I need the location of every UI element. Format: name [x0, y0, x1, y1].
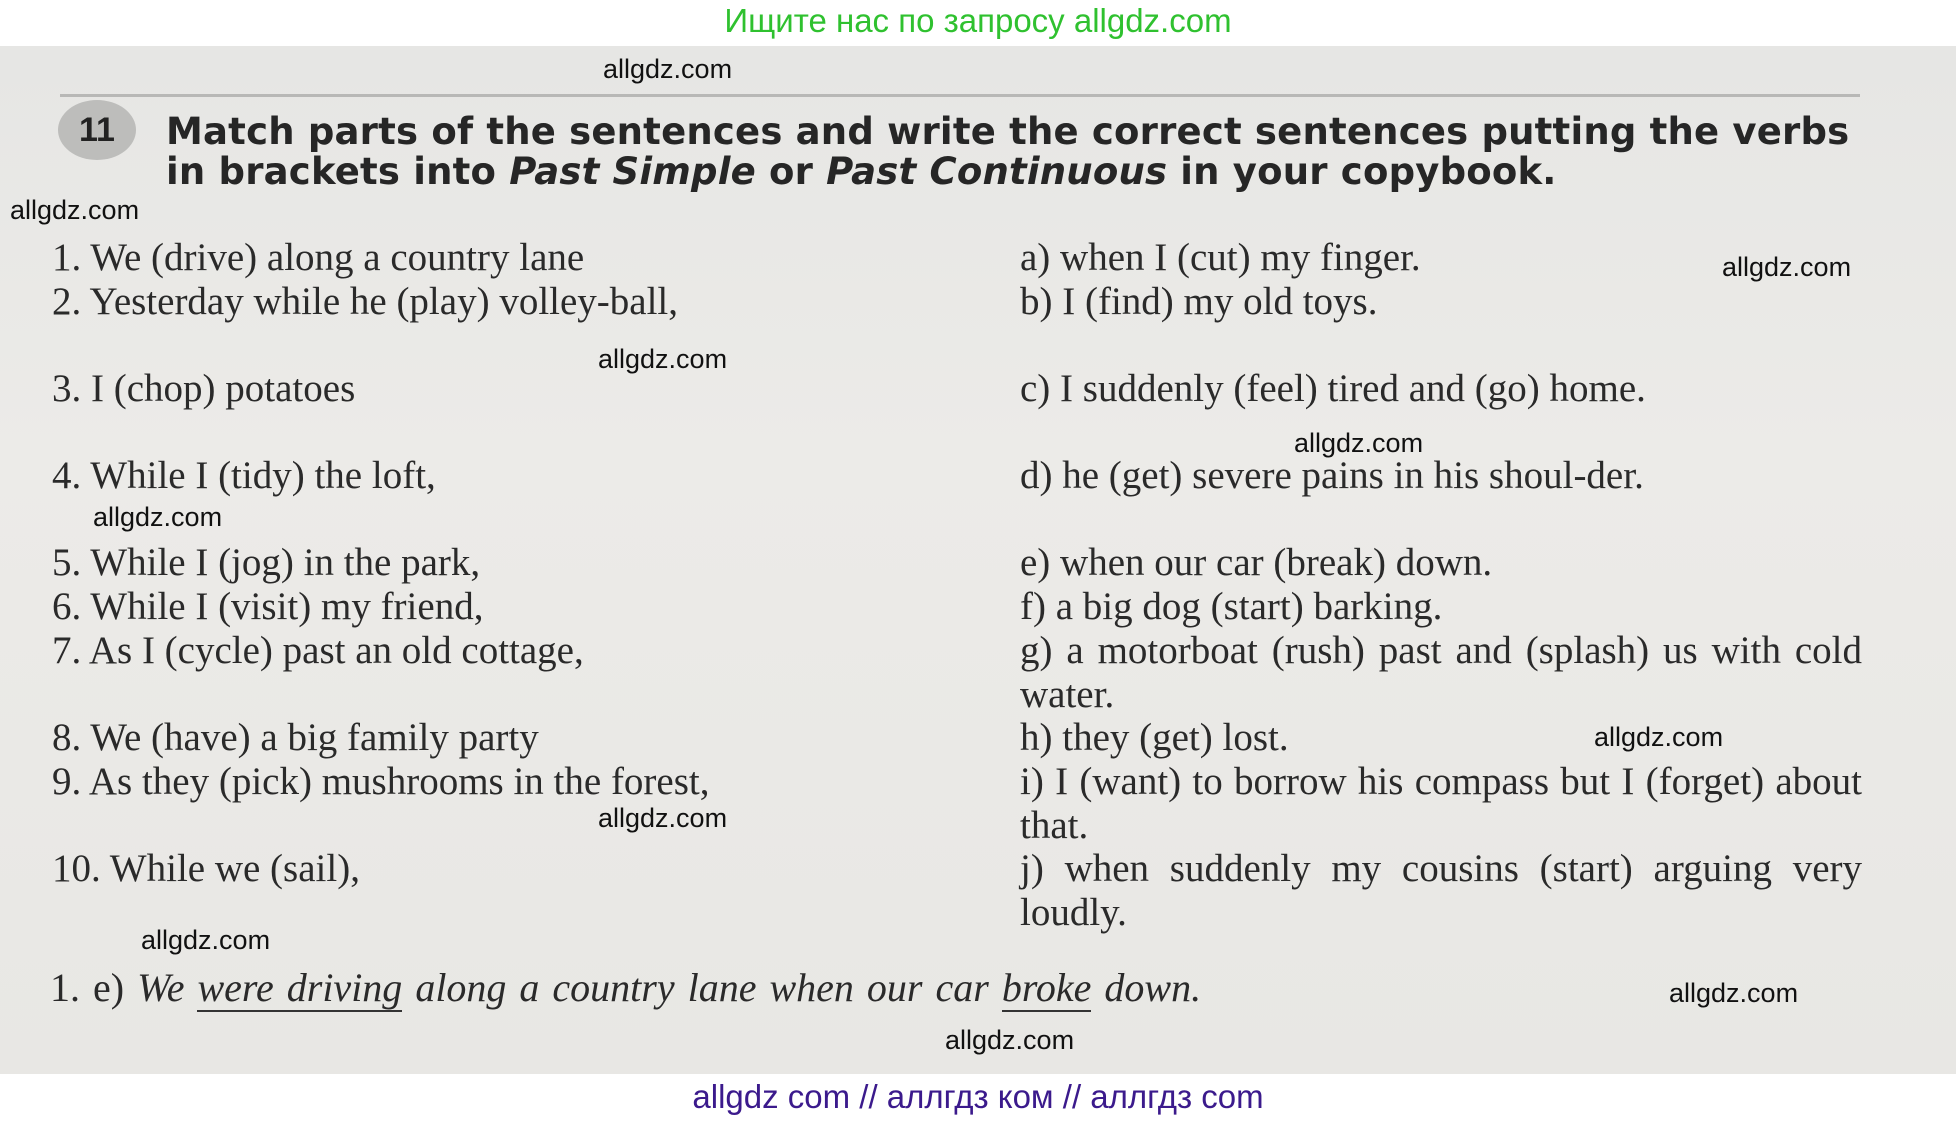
example-answer — [50, 966, 1650, 1010]
right-item-b: b) I (find) my old toys. — [1020, 280, 1378, 323]
right-item-d: d) he (get) severe pains in his shoul-der. — [1020, 454, 1644, 497]
left-item-9: 9. As they (pick) mushrooms in the forest, — [52, 760, 710, 803]
left-item-5: 5. While I (jog) in the park, — [52, 541, 481, 584]
right-item-c: c) I suddenly (feel) tired and (go) home. — [1020, 367, 1646, 410]
watermark: allgdz.com — [603, 54, 733, 84]
right-item-a: a) when I (cut) my finger. — [1020, 236, 1421, 279]
right-item-j: j) when suddenly my cousins (start) arguing very loudly. — [1020, 847, 1862, 934]
left-item-10: 10. While we (sail), — [52, 847, 360, 890]
left-item-3: 3. I (chop) potatoes — [52, 367, 356, 410]
watermark: allgdz.com — [141, 925, 271, 955]
example-text-2: along a country lane when our car — [402, 965, 1002, 1010]
watermark: allgdz.com — [1294, 428, 1424, 458]
right-item-e: e) when our car (break) down. — [1020, 541, 1493, 584]
example-text-3: down. — [1091, 965, 1202, 1010]
watermark: allgdz.com — [945, 1025, 1075, 1055]
left-item-2: 2. Yesterday while he (play) volley-ball, — [52, 280, 679, 323]
watermark: allgdz.com — [598, 344, 728, 374]
right-item-i: i) I (want) to borrow his compass but I (forget) about that. — [1020, 760, 1862, 847]
example-sentence — [137, 965, 1201, 1012]
left-item-6: 6. While I (visit) my friend, — [52, 585, 484, 628]
example-label: 1. e) — [50, 965, 138, 1010]
task-instruction — [166, 112, 1866, 192]
left-item-7: 7. As I (cycle) past an old cottage, — [52, 629, 584, 672]
watermark: allgdz.com — [93, 502, 223, 532]
left-item-4: 4. While I (tidy) the loft, — [52, 454, 436, 497]
example-text-1: We — [137, 965, 198, 1010]
example-verb-2: broke — [1001, 965, 1092, 1010]
watermark: allgdz.com — [1722, 252, 1852, 282]
bottom-banner: allgdz com // аллгдз ком // аллгдз com — [692, 1078, 1264, 1115]
watermark: allgdz.com — [1669, 978, 1799, 1008]
watermark: allgdz.com — [10, 195, 140, 225]
instruction-tense1: Past Simple — [509, 150, 756, 193]
instruction-part3: in your copybook. — [1167, 150, 1557, 193]
left-item-8: 8. We (have) a big family party — [52, 716, 539, 759]
watermark: allgdz.com — [1594, 722, 1724, 752]
task-number-badge: 11 — [58, 100, 136, 160]
example-verb-1: were driving — [197, 965, 403, 1010]
instruction-part1: Match parts of the sentences and write the correct sentences putting the verbs in brackets into — [166, 110, 1850, 193]
top-banner: Ищите нас по запросу allgdz.com — [724, 2, 1232, 39]
instruction-tense2: Past Continuous — [826, 150, 1168, 193]
watermark: allgdz.com — [598, 803, 728, 833]
left-item-1: 1. We (drive) along a country lane — [52, 236, 585, 279]
instruction-part2: or — [755, 150, 827, 193]
top-rule — [60, 94, 1860, 97]
right-item-g: g) a motorboat (rush) past and (splash) us with cold water. — [1020, 629, 1862, 716]
right-item-h: h) they (get) lost. — [1020, 716, 1289, 759]
right-item-f: f) a big dog (start) barking. — [1020, 585, 1443, 628]
